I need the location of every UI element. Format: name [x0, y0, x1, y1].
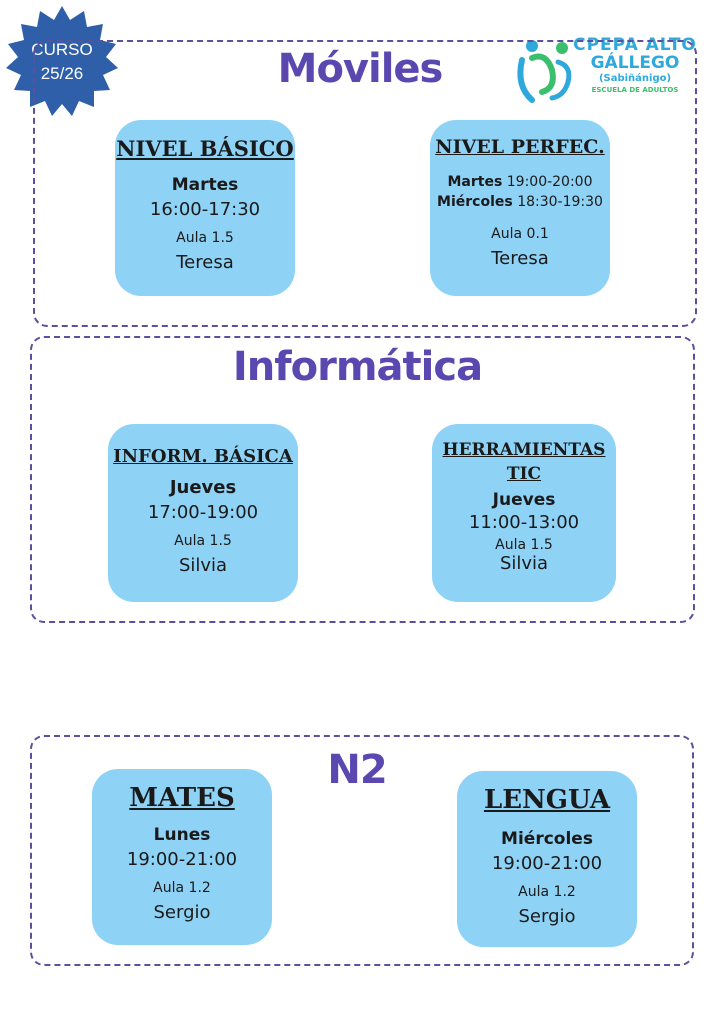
card-room: Aula 1.2 [518, 884, 576, 900]
card-day-1: Martes [447, 174, 503, 190]
logo-line-4: ESCUELA DE ADULTOS [591, 86, 679, 94]
card-day: Miércoles [501, 829, 593, 849]
card-schedule-line-2 [422, 194, 618, 210]
section-title-informatica: Informática [232, 344, 483, 390]
card-teacher: Sergio [153, 902, 211, 923]
card-title: LENGUA [483, 785, 611, 815]
card-title: NIVEL PERFEC. [435, 136, 605, 158]
card-day: Jueves [492, 490, 556, 510]
card-room: Aula 1.5 [176, 230, 234, 246]
badge-line-1: CURSO [31, 40, 93, 59]
card-teacher: Silvia [499, 553, 549, 574]
card-lengua [457, 771, 637, 947]
card-nivel-perfec [430, 120, 610, 296]
card-day: Jueves [169, 477, 237, 498]
card-time: 11:00-13:00 [468, 512, 580, 533]
card-day: Martes [171, 175, 239, 195]
card-time: 19:00-21:00 [491, 853, 603, 874]
section-moviles [33, 40, 697, 327]
logo-line-3: (Sabiñánigo) [598, 73, 672, 84]
card-time-2: 18:30-19:30 [517, 194, 603, 210]
section-n2 [30, 735, 694, 966]
card-schedule-line-1 [430, 174, 610, 190]
card-title-line-1: HERRAMIENTAS [442, 440, 606, 460]
card-teacher: Teresa [176, 252, 234, 273]
card-mates [92, 769, 272, 945]
card-room: Aula 1.2 [153, 880, 211, 896]
card-time: 19:00-21:00 [126, 849, 238, 870]
card-teacher: Sergio [518, 906, 576, 927]
card-teacher: Teresa [491, 248, 549, 269]
card-time: 16:00-17:30 [149, 199, 261, 220]
logo-line-1: CPEPA ALTO [573, 35, 697, 55]
card-room: Aula 1.5 [495, 537, 553, 553]
card-title: NIVEL BÁSICO [116, 136, 294, 161]
section-title-n2: N2 [327, 747, 387, 793]
badge-line-2: 25/26 [40, 64, 84, 83]
card-day: Lunes [153, 825, 211, 845]
section-title-moviles: Móviles [277, 46, 443, 92]
card-title: MATES [129, 783, 235, 813]
card-teacher: Silvia [178, 555, 228, 576]
card-herramientas-tic [432, 424, 616, 602]
card-title: INFORM. BÁSICA [113, 446, 293, 467]
card-room: Aula 0.1 [491, 226, 549, 242]
card-nivel-basico [115, 120, 295, 296]
card-time: 17:00-19:00 [147, 502, 259, 523]
card-time-1: 19:00-20:00 [506, 174, 593, 190]
section-informatica [30, 336, 695, 623]
card-day-2: Miércoles [437, 194, 513, 210]
logo-line-2: GÁLLEGO [590, 53, 680, 73]
card-title-line-2: TIC [506, 464, 542, 484]
card-room: Aula 1.5 [174, 533, 232, 549]
card-inform-basica [108, 424, 298, 602]
